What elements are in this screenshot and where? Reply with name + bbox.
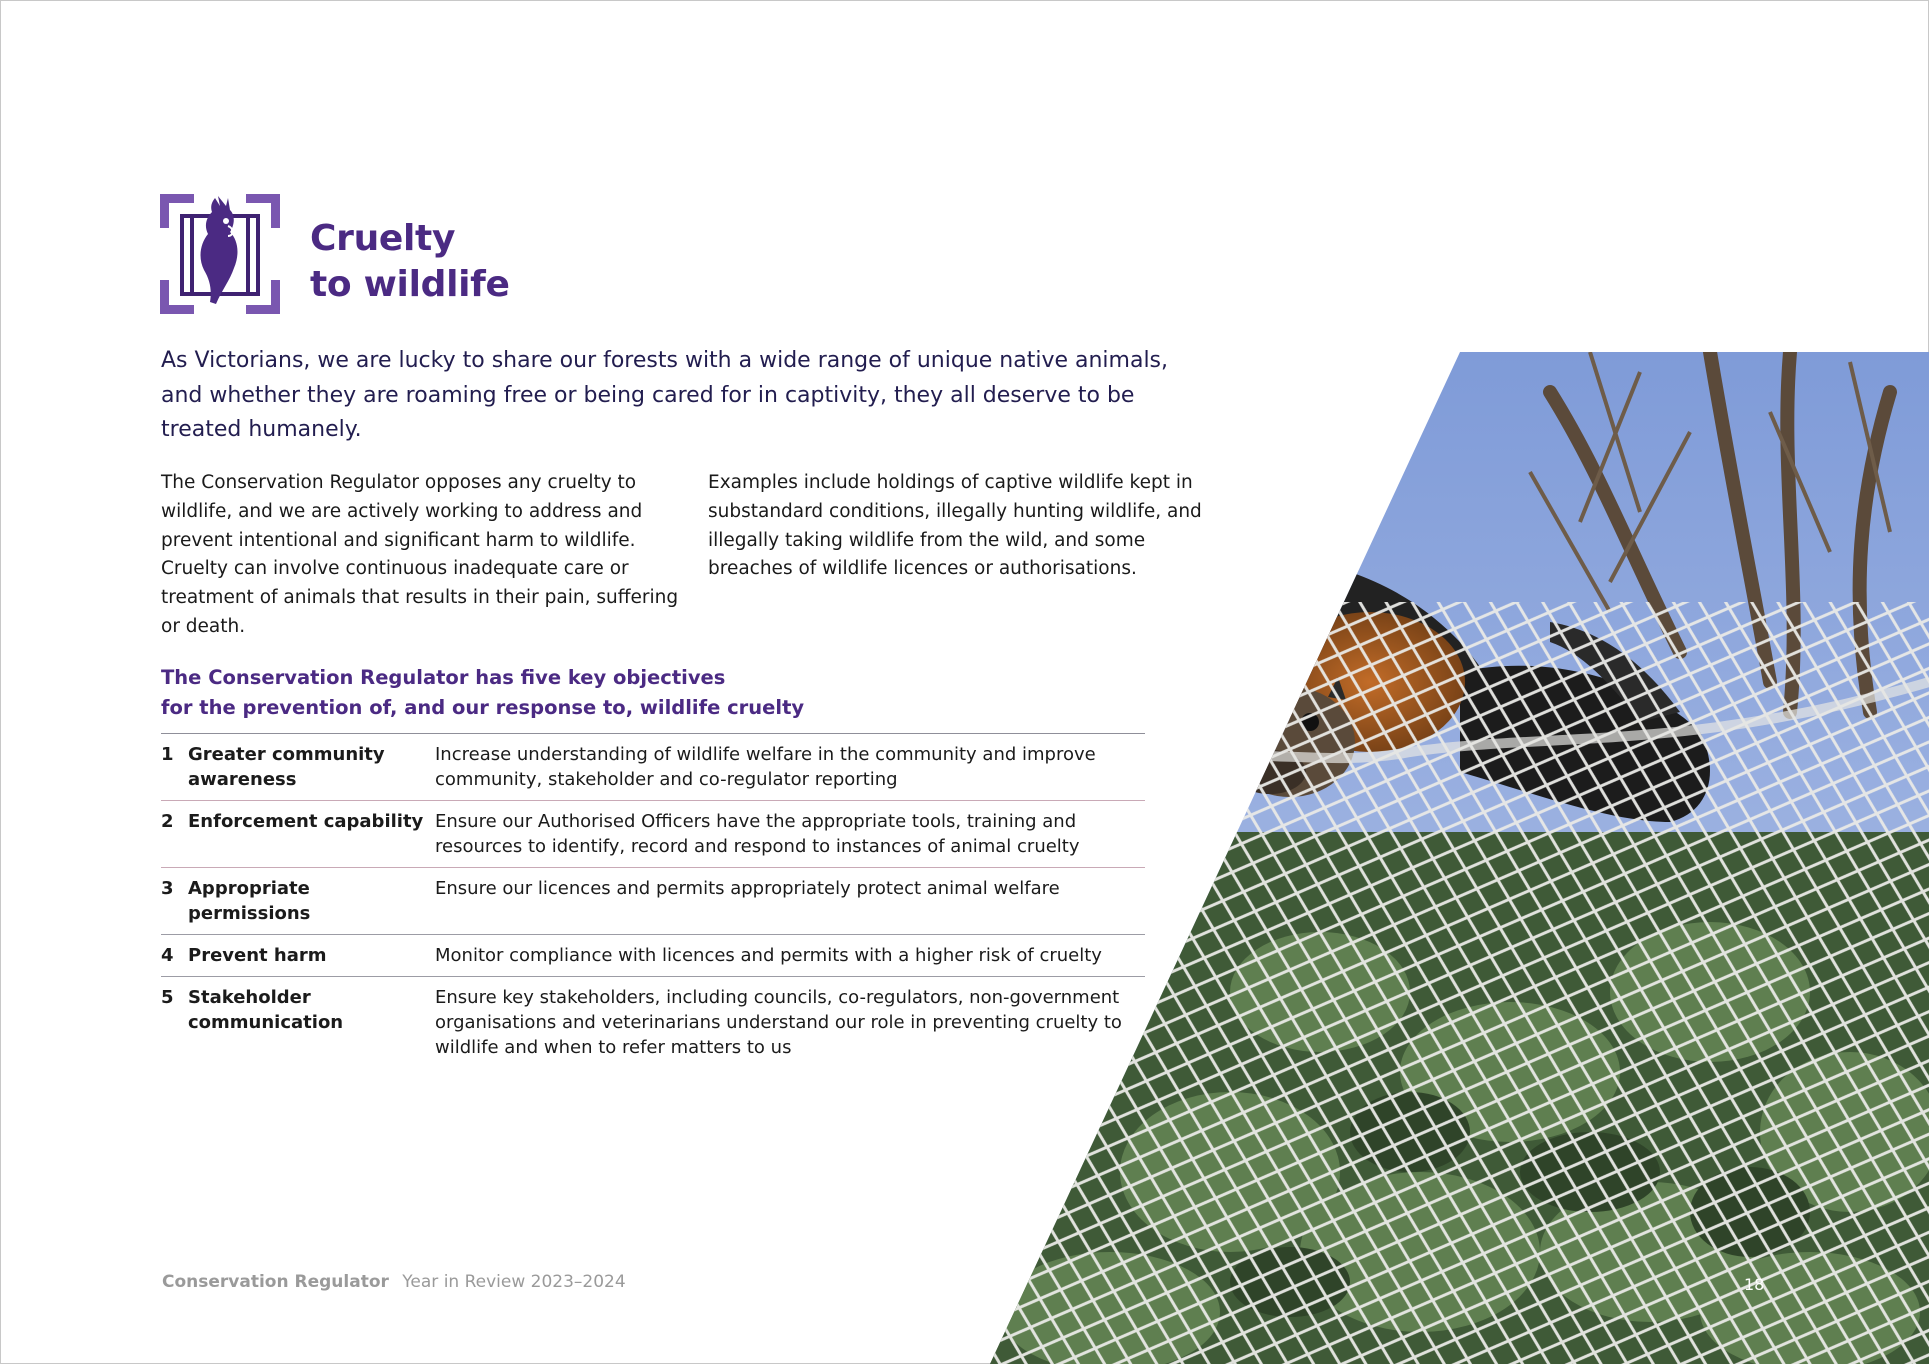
objectives-heading bbox=[161, 663, 901, 723]
body-paragraph-left: The Conservation Regulator opposes any cruelty to wildlife, and we are actively working to address and prevent intentional and significant harm to wildlife. Cruelty can involve continuous inadequate care or treatment of animals that results in their pain, suffering or death. bbox=[161, 472, 679, 637]
objective-name: Appropriate permissions bbox=[188, 878, 311, 924]
body-paragraph-right: Examples include holdings of captive wildlife kept in substandard conditions, illegally hunting wildlife, and illegally taking wildlife from the wild, and some breaches of wildlife licences or authorisations. bbox=[708, 472, 1202, 580]
objective-name: Greater community awareness bbox=[188, 744, 385, 790]
objective-name: Enforcement capability bbox=[188, 811, 424, 832]
objectives-heading-line2: for the prevention of, and our response to, wildlife cruelty bbox=[161, 696, 805, 719]
objective-description: Ensure our Authorised Officers have the appropriate tools, training and resources to identify, record and respond to instances of animal cruelty bbox=[435, 811, 1080, 857]
intro-paragraph: As Victorians, we are lucky to share our forests with a wide range of unique native animals, and whether they are roaming free or being cared for in captivity, they all deserve to be treated humanely. bbox=[161, 348, 1169, 442]
objective-description: Increase understanding of wildlife welfare in the community and improve community, stakeholder and co-regulator reporting bbox=[435, 744, 1096, 790]
objective-number: 5 bbox=[161, 987, 174, 1008]
objective-number: 4 bbox=[161, 945, 174, 966]
cockatoo-in-frame-icon bbox=[160, 194, 280, 314]
objective-description: Ensure key stakeholders, including councils, co-regulators, non-government organisations and veterinarians understand our role in preventing cruelty to wildlife and when to refer matters to us bbox=[435, 987, 1122, 1058]
page-title-line1: Cruelty bbox=[310, 218, 456, 259]
objective-description: Ensure our licences and permits appropriately protect animal welfare bbox=[435, 878, 1060, 899]
footer-publication: Year in Review 2023–2024 bbox=[402, 1272, 626, 1292]
footer-org: Conservation Regulator bbox=[162, 1272, 389, 1292]
objective-number: 3 bbox=[161, 878, 174, 899]
objectives-heading-line1: The Conservation Regulator has five key objectives bbox=[161, 666, 726, 689]
objective-name: Prevent harm bbox=[188, 945, 327, 966]
page-number: 18 bbox=[1744, 1275, 1765, 1294]
objective-description: Monitor compliance with licences and permits with a higher risk of cruelty bbox=[435, 945, 1102, 966]
footer bbox=[162, 1272, 626, 1292]
flying-fox-in-net-photo bbox=[990, 352, 1929, 1364]
objective-number: 2 bbox=[161, 811, 174, 832]
page-title-line2: to wildlife bbox=[310, 264, 510, 305]
page-title bbox=[310, 216, 510, 308]
objective-name: Stakeholder communication bbox=[188, 987, 344, 1033]
objective-number: 1 bbox=[161, 744, 174, 765]
